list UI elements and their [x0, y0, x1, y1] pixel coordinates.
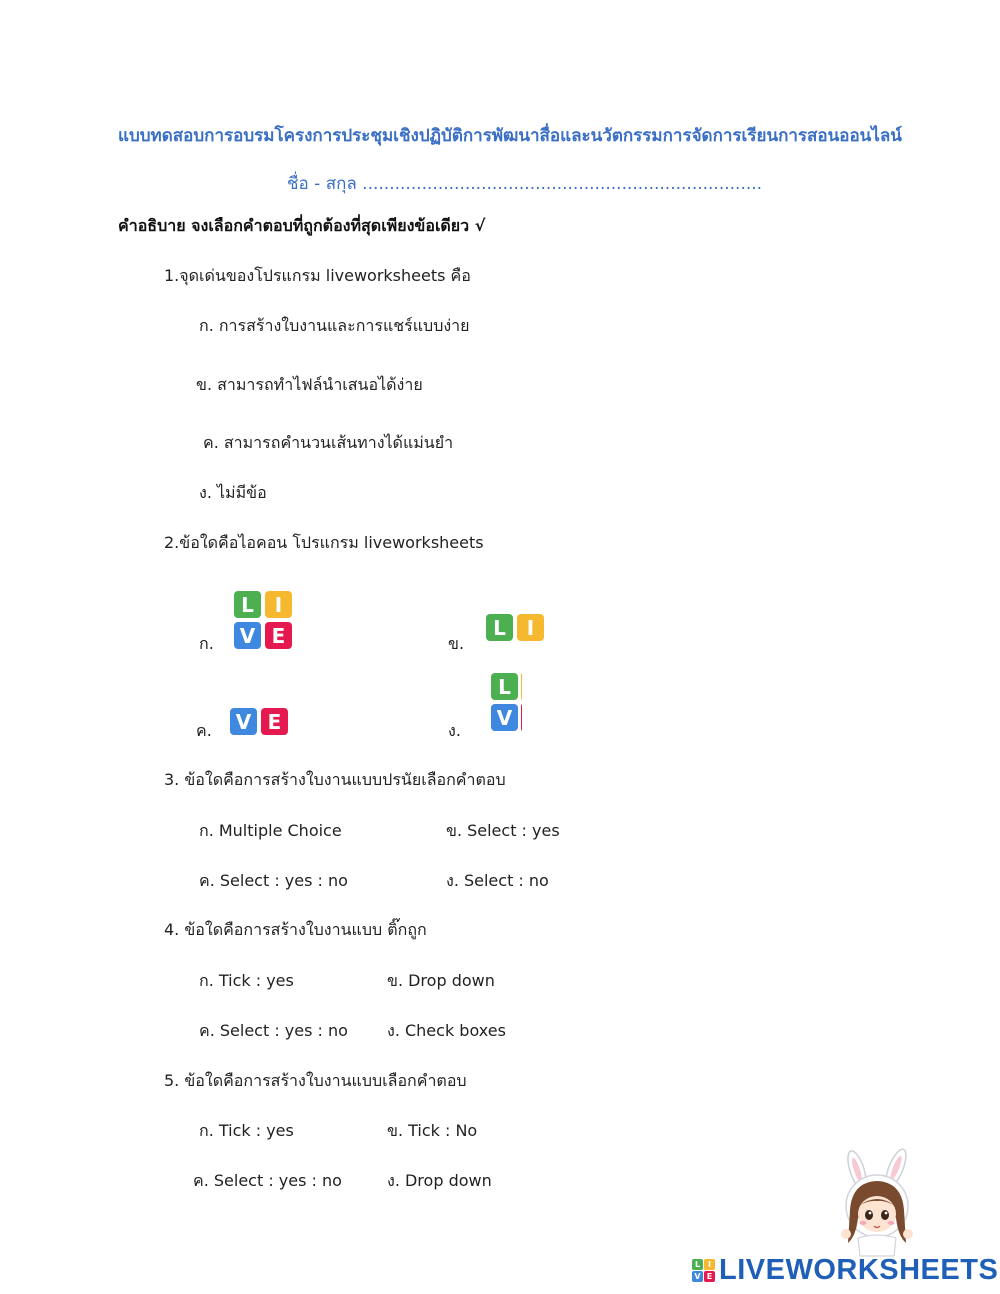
logo-mini-l: L — [692, 1259, 703, 1270]
question-1: 1.จุดเด่นของโปรแกรม liveworksheets คือ — [164, 266, 471, 285]
q1-option-a[interactable]: ก. การสร้างใบงานและการแชร์แบบง่าย — [199, 316, 470, 335]
logo-mini-i: I — [704, 1259, 715, 1270]
q4-option-d[interactable]: ง. Check boxes — [387, 1021, 506, 1040]
logo-tile-v: V — [230, 708, 257, 735]
logo-tile-e: E — [265, 622, 292, 649]
q4-option-b[interactable]: ข. Drop down — [387, 971, 495, 990]
question-4: 4. ข้อใดคือการสร้างใบงานแบบ ติ๊กถูก — [164, 920, 427, 939]
q5-option-b[interactable]: ข. Tick : No — [387, 1121, 478, 1140]
logo-tile-l: L — [234, 591, 261, 618]
q5-option-d[interactable]: ง. Drop down — [387, 1171, 492, 1190]
q4-option-c[interactable]: ค. Select : yes : no — [199, 1021, 348, 1040]
q2-option-d-logo-icon[interactable] — [491, 673, 522, 733]
q3-option-d[interactable]: ง. Select : no — [446, 871, 549, 890]
q3-option-b[interactable]: ข. Select : yes — [446, 821, 560, 840]
q2-option-a-label[interactable]: ก. — [199, 634, 214, 653]
bunny-girl-mascot-icon — [832, 1148, 922, 1258]
logo-tile-i-edge — [521, 673, 522, 700]
q2-option-b-label[interactable]: ข. — [448, 634, 465, 653]
liveworksheets-logo-icon — [692, 1259, 715, 1282]
question-5: 5. ข้อใดคือการสร้างใบงานแบบเลือกคำตอบ — [164, 1071, 467, 1090]
q5-option-c[interactable]: ค. Select : yes : no — [193, 1171, 342, 1190]
q1-option-d[interactable]: ง. ไม่มีข้อ — [199, 483, 267, 502]
liveworksheets-wordmark: LIVEWORKSHEETS — [719, 1254, 999, 1286]
logo-tile-l: L — [491, 673, 518, 700]
question-2: 2.ข้อใดคือไอคอน โปรแกรม liveworksheets — [164, 533, 484, 552]
q1-option-c[interactable]: ค. สามารถคำนวนเส้นทางได้แม่นยำ — [203, 433, 454, 452]
logo-tile-v: V — [234, 622, 261, 649]
logo-mini-v: V — [692, 1271, 703, 1282]
logo-mini-e: E — [704, 1271, 715, 1282]
q4-option-a[interactable]: ก. Tick : yes — [199, 971, 294, 990]
q2-option-c-label[interactable]: ค. — [196, 721, 212, 740]
logo-tile-i: I — [517, 614, 544, 641]
instruction-text: คำอธิบาย จงเลือกคำตอบที่ถูกต้องที่สุดเพียงข้อเดียว √ — [118, 216, 486, 235]
logo-tile-l: L — [486, 614, 513, 641]
page-title: แบบทดสอบการอบรมโครงการประชุมเชิงปฏิบัติการพัฒนาสื่อและนวัตกรรมการจัดการเรียนการสอนออนไลน์ — [118, 126, 902, 146]
q2-option-d-label[interactable]: ง. — [448, 721, 461, 740]
q1-option-b[interactable]: ข. สามารถทำไฟล์นำเสนอได้ง่าย — [196, 375, 423, 394]
q3-option-c[interactable]: ค. Select : yes : no — [199, 871, 348, 890]
q5-option-a[interactable]: ก. Tick : yes — [199, 1121, 294, 1140]
liveworksheets-brand — [692, 1254, 998, 1287]
logo-tile-e-edge — [521, 704, 522, 731]
q2-option-c-logo-icon[interactable] — [230, 708, 290, 736]
q2-option-a-logo-icon[interactable] — [234, 591, 294, 651]
name-field-line: ชื่อ - สกุล .......................................................................... — [287, 174, 763, 194]
logo-tile-e: E — [261, 708, 288, 735]
logo-tile-i: I — [265, 591, 292, 618]
q3-option-a[interactable]: ก. Multiple Choice — [199, 821, 342, 840]
q2-option-b-logo-icon[interactable] — [486, 614, 546, 642]
question-3: 3. ข้อใดคือการสร้างใบงานแบบปรนัยเลือกคำตอบ — [164, 770, 506, 789]
logo-tile-v: V — [491, 704, 518, 731]
